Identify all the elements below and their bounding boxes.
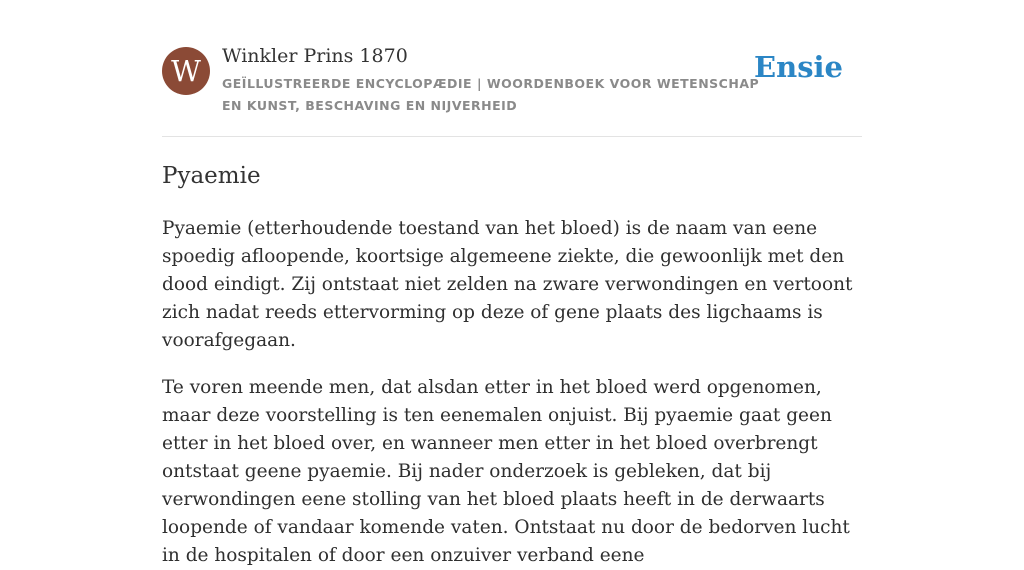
article-title: Pyaemie <box>162 163 261 189</box>
article-paragraph-2: Te voren meende men, dat alsdan etter in het bloed werd opgenomen, maar deze voorstelling is ten eenemalen onjuist. Bij pyaemie gaat geen etter in het bloed over, en wanneer men etter in het bloed overbrengt ontstaat geene pyaemie. Bij nader onderzoek is gebleken, dat bij verwondingen eene stolling van het bloed plaats heeft in de derwaarts loopende of vandaar komende vaten. Ontstaat nu door de bedorven lucht in de hospitalen of door een onzuiver verband eene <box>162 377 850 566</box>
source-subtitle: GEÏLLUSTREERDE ENCYCLOPÆDIE | WOORDENBOEK VOOR WETENSCHAP EN KUNST, BESCHAVING EN NIJVERHEID <box>222 76 760 113</box>
source-avatar[interactable]: W <box>162 47 210 95</box>
source-header <box>162 0 862 137</box>
page <box>162 0 862 570</box>
source-title[interactable]: Winkler Prins 1870 <box>222 45 408 67</box>
article-paragraph-1: Pyaemie (etterhoudende toestand van het bloed) is de naam van eene spoedig afloopende, koortsige algemeene ziekte, die gewoonlijk met den dood eindigt. Zij ontstaat niet zelden na zware verwondingen en vertoont zich nadat reeds ettervorming op deze of gene plaats des ligchaams is voorafgegaan. <box>162 218 853 351</box>
ensie-logo-link[interactable]: Ensie <box>754 50 843 84</box>
